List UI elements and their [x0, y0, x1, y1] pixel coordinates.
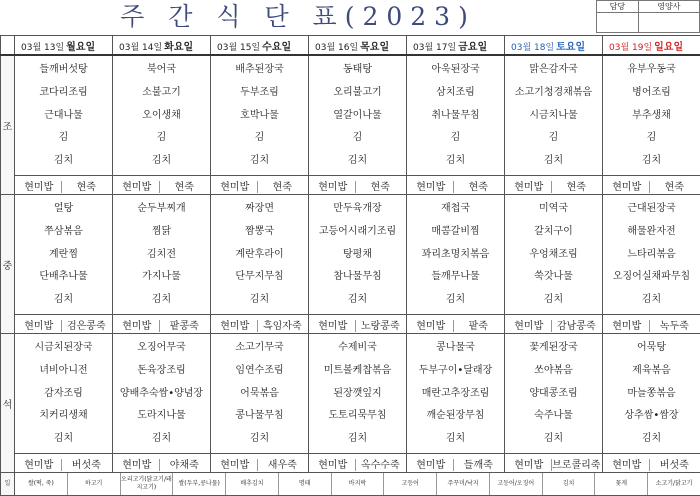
- porridge-item: 버섯죽: [650, 456, 699, 471]
- porridge-item: 브로콜리죽: [552, 456, 601, 471]
- menu-item: 김치: [309, 289, 406, 312]
- menu-item: 김: [15, 127, 112, 150]
- porridge-item: 팥콩죽: [160, 317, 209, 332]
- menu-item: 감자조림: [15, 383, 112, 406]
- menu-item: 근대나물: [15, 105, 112, 128]
- page-title: 주 간 식 단 표(2023): [0, 0, 596, 34]
- menu-item: 깨순된장무침: [407, 405, 504, 428]
- approval-label-staff: 담당: [597, 1, 639, 13]
- menu-cell: [15, 195, 113, 315]
- approval-label-dietitian: 영양사: [638, 1, 699, 13]
- rice-item: 현미밥: [310, 317, 355, 332]
- menu-cell: [603, 195, 700, 315]
- menu-item: 시금치된장국: [15, 337, 112, 360]
- origin-item: 주꾸미/낙지: [437, 473, 490, 495]
- menu-item: 도라지나물: [113, 405, 210, 428]
- menu-item: 김: [113, 127, 210, 150]
- menu-item: 들깨무나물: [407, 266, 504, 289]
- menu-item: 동태탕: [309, 59, 406, 82]
- menu-item: 소불고기: [113, 82, 210, 105]
- menu-item: 임연수조림: [211, 360, 308, 383]
- menu-item: 코다리조림: [15, 82, 112, 105]
- day-header-fri: 03월 17일 금요일: [407, 36, 505, 56]
- menu-item: 김: [407, 127, 504, 150]
- menu-item: 미트볼케찹볶음: [309, 360, 406, 383]
- menu-item: 김치: [211, 428, 308, 451]
- day-header-sun: 03월 19일 일요일: [603, 36, 700, 56]
- breakfast-label: 조: [1, 55, 15, 195]
- breakfast-rice-row: [1, 176, 700, 195]
- rice-item: 현미밥: [506, 317, 551, 332]
- menu-item: 유부우동국: [603, 59, 700, 82]
- origin-item: 고등어: [384, 473, 437, 495]
- day-header-row: [1, 36, 700, 56]
- lunch-label: 중: [1, 195, 15, 334]
- menu-item: 매콤갈비찜: [407, 221, 504, 244]
- day-header-mon: 03월 13일 월요일: [15, 36, 113, 56]
- menu-item: 된장깻잎지: [309, 383, 406, 406]
- menu-item: 김치: [505, 150, 602, 173]
- menu-item: 김치: [309, 428, 406, 451]
- rice-item: 현미밥: [408, 317, 453, 332]
- rice-cell: [211, 176, 309, 195]
- rice-item: 현미밥: [506, 178, 551, 193]
- menu-cell: [113, 55, 211, 176]
- menu-item: 도토리묵무침: [309, 405, 406, 428]
- menu-item: 탕평채: [309, 244, 406, 267]
- menu-item: 짜장면: [211, 198, 308, 221]
- menu-item: 꽃게된장국: [505, 337, 602, 360]
- menu-item: 아욱된장국: [407, 59, 504, 82]
- menu-item: 두부조림: [211, 82, 308, 105]
- rice-cell: [309, 454, 407, 473]
- origin-row: [1, 473, 700, 496]
- porridge-item: 녹두죽: [650, 317, 699, 332]
- menu-cell: [407, 195, 505, 315]
- menu-cell: [603, 55, 700, 176]
- menu-item: 오리불고기: [309, 82, 406, 105]
- day-header-sat: 03월 18일 토요일: [505, 36, 603, 56]
- menu-item: 김치: [15, 150, 112, 173]
- rice-item: 현미밥: [114, 317, 159, 332]
- rice-item: 현미밥: [506, 456, 551, 471]
- rice-cell: [603, 315, 700, 334]
- menu-item: 두부구이•달래장: [407, 360, 504, 383]
- rice-cell: [309, 176, 407, 195]
- menu-item: 어묵탕: [603, 337, 700, 360]
- corner-cell: [1, 36, 15, 56]
- menu-item: 김치: [113, 150, 210, 173]
- rice-cell: [15, 315, 113, 334]
- porridge-item: 현죽: [454, 178, 503, 193]
- dinner-label: 석: [1, 334, 15, 473]
- menu-item: 숙주나물: [505, 405, 602, 428]
- menu-item: 오징어실채파무침: [603, 266, 700, 289]
- rice-cell: [505, 454, 603, 473]
- rice-item: 현미밥: [604, 178, 649, 193]
- menu-item: 북어국: [113, 59, 210, 82]
- menu-item: 순두부찌개: [113, 198, 210, 221]
- origin-cell: [15, 473, 700, 496]
- menu-cell: [505, 195, 603, 315]
- porridge-item: 팥죽: [454, 317, 503, 332]
- menu-item: 단배추나물: [15, 266, 112, 289]
- menu-item: 매란고추장조림: [407, 383, 504, 406]
- origin-item: 쌀(두부,콩나물): [173, 473, 226, 495]
- menu-item: 병어조림: [603, 82, 700, 105]
- menu-item: 해물완자전: [603, 221, 700, 244]
- origin-item: 배추김치: [226, 473, 279, 495]
- menu-item: 김치: [505, 428, 602, 451]
- menu-item: 미역국: [505, 198, 602, 221]
- approval-sign-dietitian[interactable]: [638, 13, 699, 33]
- rice-cell: [211, 454, 309, 473]
- rice-item: 현미밥: [604, 317, 649, 332]
- menu-item: 수제비국: [309, 337, 406, 360]
- menu-item: 소고기청경채볶음: [505, 82, 602, 105]
- origin-item: 고등어/오징어: [490, 473, 543, 495]
- menu-item: 오징어무국: [113, 337, 210, 360]
- origin-item: 명태: [279, 473, 332, 495]
- origin-item: 쌀(떡, 죽): [15, 473, 68, 495]
- menu-item: 김치: [113, 289, 210, 312]
- menu-item: 계란후라이: [211, 244, 308, 267]
- menu-cell: [505, 334, 603, 454]
- menu-item: 취나물무침: [407, 105, 504, 128]
- approval-sign-staff[interactable]: [597, 13, 639, 33]
- menu-cell: [15, 55, 113, 176]
- menu-item: 소고기무국: [211, 337, 308, 360]
- origin-item: 바지락: [332, 473, 385, 495]
- menu-item: 상추쌈•쌈장: [603, 405, 700, 428]
- rice-item: 현미밥: [408, 178, 453, 193]
- menu-item: 김치: [15, 428, 112, 451]
- menu-item: 쭈삼볶음: [15, 221, 112, 244]
- menu-item: 배추된장국: [211, 59, 308, 82]
- menu-cell: [505, 55, 603, 176]
- menu-item: 양대콩조림: [505, 383, 602, 406]
- rice-cell: [309, 315, 407, 334]
- menu-item: 어묵볶음: [211, 383, 308, 406]
- origin-item: 하고기: [68, 473, 121, 495]
- menu-item: 김치: [407, 150, 504, 173]
- porridge-item: 현죽: [258, 178, 307, 193]
- lunch-rice-row: [1, 315, 700, 334]
- menu-cell: [309, 334, 407, 454]
- menu-item: 부추생채: [603, 105, 700, 128]
- origin-item: 오리고기(닭고기/돼지고기): [121, 473, 174, 495]
- menu-item: 짬뽕국: [211, 221, 308, 244]
- menu-item: 김: [309, 127, 406, 150]
- origin-item: 소고기/닭고기: [648, 473, 700, 495]
- menu-cell: [309, 55, 407, 176]
- menu-item: 돈육장조림: [113, 360, 210, 383]
- breakfast-menu-row: [1, 55, 700, 176]
- menu-cell: [309, 195, 407, 315]
- menu-cell: [211, 195, 309, 315]
- menu-item: 김치: [211, 150, 308, 173]
- menu-item: 치커리생채: [15, 405, 112, 428]
- porridge-item: 현죽: [552, 178, 601, 193]
- menu-item: 김치전: [113, 244, 210, 267]
- rice-cell: [505, 176, 603, 195]
- porridge-item: 야채죽: [160, 456, 209, 471]
- menu-item: 쏘야볶음: [505, 360, 602, 383]
- menu-item: 느타리볶음: [603, 244, 700, 267]
- menu-item: 콩나물국: [407, 337, 504, 360]
- origin-label: 일: [1, 473, 15, 496]
- rice-item: 현미밥: [114, 456, 159, 471]
- menu-cell: [211, 55, 309, 176]
- rice-cell: [505, 315, 603, 334]
- menu-item: 마늘쫑볶음: [603, 383, 700, 406]
- rice-item: 현미밥: [212, 317, 257, 332]
- porridge-item: 새우죽: [258, 456, 307, 471]
- menu-item: 재첩국: [407, 198, 504, 221]
- menu-item: 양배추숙쌈•양념장: [113, 383, 210, 406]
- rice-cell: [603, 176, 700, 195]
- day-header-wed: 03월 15일 수요일: [211, 36, 309, 56]
- rice-item: 현미밥: [114, 178, 159, 193]
- porridge-item: 감남콩죽: [552, 317, 601, 332]
- porridge-item: 흑임자죽: [258, 317, 307, 332]
- day-header-thu: 03월 16일 목요일: [309, 36, 407, 56]
- menu-item: 김: [603, 127, 700, 150]
- menu-item: 가지나물: [113, 266, 210, 289]
- menu-cell: [407, 334, 505, 454]
- menu-item: 김치: [407, 289, 504, 312]
- rice-item: 현미밥: [408, 456, 453, 471]
- menu-item: 고등어시래기조림: [309, 221, 406, 244]
- menu-item: 맑은감자국: [505, 59, 602, 82]
- menu-item: 제육볶음: [603, 360, 700, 383]
- menu-item: 삼치조림: [407, 82, 504, 105]
- menu-item: 시금치나물: [505, 105, 602, 128]
- porridge-item: 현죽: [356, 178, 405, 193]
- rice-item: 현미밥: [16, 178, 61, 193]
- rice-item: 현미밥: [310, 178, 355, 193]
- menu-item: 들깨버섯탕: [15, 59, 112, 82]
- approval-box: [596, 0, 700, 33]
- menu-item: 호박나물: [211, 105, 308, 128]
- porridge-item: 노랑콩죽: [356, 317, 405, 332]
- menu-cell: [113, 334, 211, 454]
- menu-item: 오이생채: [113, 105, 210, 128]
- origin-item: 김치: [543, 473, 596, 495]
- rice-item: 현미밥: [212, 178, 257, 193]
- menu-item: 김치: [309, 150, 406, 173]
- menu-item: 찜닭: [113, 221, 210, 244]
- rice-cell: [407, 176, 505, 195]
- rice-cell: [113, 454, 211, 473]
- menu-item: 김치: [211, 289, 308, 312]
- rice-cell: [113, 315, 211, 334]
- menu-item: 우엉채조림: [505, 244, 602, 267]
- day-header-tue: 03월 14일 화요일: [113, 36, 211, 56]
- menu-item: 김치: [603, 289, 700, 312]
- menu-item: 김: [211, 127, 308, 150]
- porridge-item: 현죽: [62, 178, 111, 193]
- menu-item: 근대된장국: [603, 198, 700, 221]
- menu-item: 김: [505, 127, 602, 150]
- menu-cell: [211, 334, 309, 454]
- menu-item: 김치: [603, 428, 700, 451]
- rice-item: 현미밥: [212, 456, 257, 471]
- menu-item: 단무지무침: [211, 266, 308, 289]
- rice-cell: [15, 454, 113, 473]
- porridge-item: 검은콩죽: [62, 317, 111, 332]
- porridge-item: 현죽: [650, 178, 699, 193]
- menu-item: 계란찜: [15, 244, 112, 267]
- dinner-menu-row: [1, 334, 700, 454]
- menu-cell: [113, 195, 211, 315]
- rice-item: 현미밥: [604, 456, 649, 471]
- menu-item: 갈치구이: [505, 221, 602, 244]
- porridge-item: 옥수수죽: [356, 456, 405, 471]
- menu-item: 녀비아니전: [15, 360, 112, 383]
- menu-item: 김치: [113, 428, 210, 451]
- dinner-rice-row: [1, 454, 700, 473]
- rice-cell: [407, 315, 505, 334]
- menu-item: 얼탕: [15, 198, 112, 221]
- menu-item: 열갈이나물: [309, 105, 406, 128]
- lunch-menu-row: [1, 195, 700, 315]
- porridge-item: 현죽: [160, 178, 209, 193]
- menu-item: 만두육개장: [309, 198, 406, 221]
- menu-item: 김치: [505, 289, 602, 312]
- rice-cell: [407, 454, 505, 473]
- menu-item: 김치: [407, 428, 504, 451]
- rice-cell: [15, 176, 113, 195]
- menu-cell: [15, 334, 113, 454]
- porridge-item: 들깨죽: [454, 456, 503, 471]
- porridge-item: 버섯죽: [62, 456, 111, 471]
- menu-item: 콩나물무침: [211, 405, 308, 428]
- rice-item: 현미밥: [310, 456, 355, 471]
- rice-cell: [113, 176, 211, 195]
- rice-item: 현미밥: [16, 317, 61, 332]
- menu-cell: [407, 55, 505, 176]
- menu-item: 쑥갓나물: [505, 266, 602, 289]
- menu-item: 꽈리초명치볶음: [407, 244, 504, 267]
- rice-item: 현미밥: [16, 456, 61, 471]
- menu-cell: [603, 334, 700, 454]
- menu-item: 김치: [603, 150, 700, 173]
- menu-table: [0, 35, 700, 496]
- rice-cell: [603, 454, 700, 473]
- menu-item: 참나물무침: [309, 266, 406, 289]
- menu-item: 김치: [15, 289, 112, 312]
- rice-cell: [211, 315, 309, 334]
- origin-item: 꽃게: [595, 473, 648, 495]
